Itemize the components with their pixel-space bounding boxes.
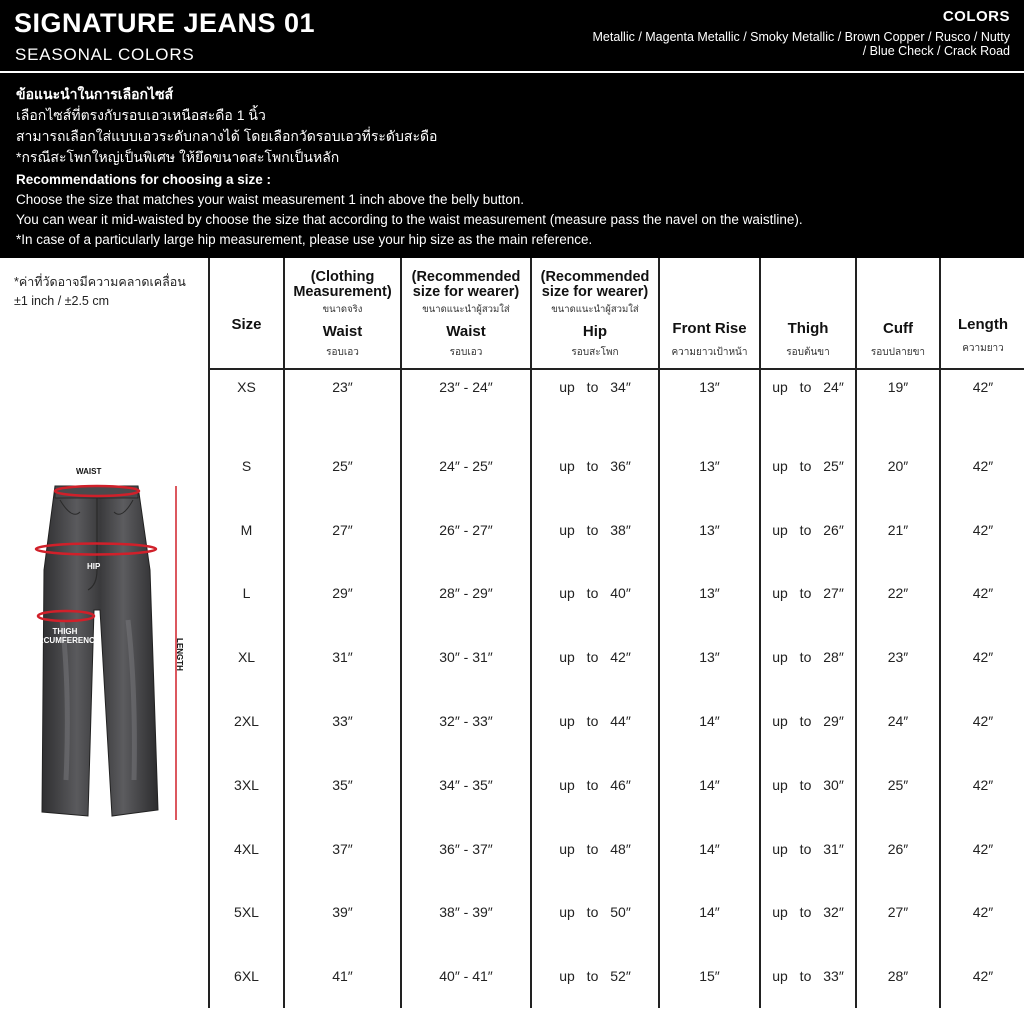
size-chart-table (208, 258, 1024, 1006)
table-row (209, 369, 1024, 434)
cell-cuff: 28″ (856, 944, 940, 1008)
reco-en-line1: Choose the size that matches your waist measurement 1 inch above the belly button. (16, 192, 525, 207)
table-header-row (209, 258, 1024, 369)
cell-rec-waist: 30″ - 31″ (401, 625, 531, 689)
cell-cuff: 27″ (856, 881, 940, 945)
reco-thai-line1: เลือกไซส์ที่ตรงกับรอบเอวเหนือสะดือ 1 นิ้ว (16, 107, 266, 123)
cell-cuff: 25″ (856, 753, 940, 817)
cell-waist: 39″ (284, 881, 401, 945)
cell-length: 42″ (940, 944, 1024, 1008)
tolerance-note-thai: *ค่าที่วัดอาจมีความคลาดเคลื่อน (14, 275, 186, 289)
cell-size: XS (209, 369, 284, 434)
jeans-shape (42, 486, 158, 816)
cell-front-rise: 13″ (659, 625, 760, 689)
hip-label: HIP (87, 562, 101, 571)
reco-en-line3: *In case of a particularly large hip measurement, please use your hip size as the main reference. (16, 232, 593, 247)
cell-waist: 31″ (284, 625, 401, 689)
cell-cuff: 22″ (856, 562, 940, 626)
table-row (209, 625, 1024, 689)
cell-size: 3XL (209, 753, 284, 817)
cell-cuff: 23″ (856, 625, 940, 689)
cell-hip: up to 52″ (531, 944, 659, 1008)
cell-cuff: 24″ (856, 689, 940, 753)
cell-cuff: 21″ (856, 498, 940, 562)
reco-thai-line2: สามารถเลือกใส่แบบเอวระดับกลางได้ โดยเลือกวัดรอบเอวที่ระดับสะดือ (16, 128, 438, 144)
cell-front-rise: 13″ (659, 562, 760, 626)
table-row (209, 498, 1024, 562)
cell-waist: 25″ (284, 434, 401, 498)
cell-rec-waist: 24″ - 25″ (401, 434, 531, 498)
product-subtitle: SEASONAL COLORS (15, 45, 195, 64)
header-waist-recommended: (Recommended size for wearer) ขนาดแนะนำผู้สวมใส่ Waist รอบเอว (401, 258, 531, 369)
header-front-rise: Front Rise ความยาวเป้าหน้า (659, 258, 760, 369)
cell-hip: up to 50″ (531, 881, 659, 945)
header-thigh: Thigh รอบต้นขา (760, 258, 856, 369)
waist-label: WAIST (76, 467, 102, 476)
cell-waist: 27″ (284, 498, 401, 562)
cell-length: 42″ (940, 689, 1024, 753)
cell-thigh: up to 32″ (760, 881, 856, 945)
cell-waist: 23″ (284, 369, 401, 434)
cell-waist: 35″ (284, 753, 401, 817)
cell-thigh: up to 28″ (760, 625, 856, 689)
tolerance-note-units: ±1 inch / ±2.5 cm (14, 294, 110, 308)
cell-hip: up to 34″ (531, 369, 659, 434)
jeans-measurement-figure (0, 460, 205, 830)
cell-cuff: 19″ (856, 369, 940, 434)
cell-front-rise: 14″ (659, 753, 760, 817)
cell-thigh: up to 27″ (760, 562, 856, 626)
cell-size: M (209, 498, 284, 562)
cell-length: 42″ (940, 562, 1024, 626)
reco-thai-line3: *กรณีสะโพกใหญ่เป็นพิเศษ ให้ยึดขนาดสะโพกเป็นหลัก (16, 149, 340, 165)
cell-hip: up to 42″ (531, 625, 659, 689)
table-row (209, 434, 1024, 498)
cell-thigh: up to 29″ (760, 689, 856, 753)
cell-front-rise: 13″ (659, 369, 760, 434)
cell-thigh: up to 25″ (760, 434, 856, 498)
header-length: Length ความยาว (940, 258, 1024, 369)
colors-list-line1: Metallic / Magenta Metallic / Smoky Metallic / Brown Copper / Rusco / Nutty (592, 30, 1010, 44)
cell-length: 42″ (940, 753, 1024, 817)
cell-thigh: up to 26″ (760, 498, 856, 562)
cell-size: 5XL (209, 881, 284, 945)
cell-size: 6XL (209, 944, 284, 1008)
cell-hip: up to 48″ (531, 817, 659, 881)
cell-hip: up to 46″ (531, 753, 659, 817)
table-row (209, 562, 1024, 626)
size-table (208, 258, 1024, 1008)
header-divider (0, 71, 1024, 73)
header-waist-clothing: (Clothing Measurement) ขนาดจริง Waist รอบเอว (284, 258, 401, 369)
cell-rec-waist: 34″ - 35″ (401, 753, 531, 817)
cell-rec-waist: 26″ - 27″ (401, 498, 531, 562)
cell-length: 42″ (940, 434, 1024, 498)
cell-cuff: 20″ (856, 434, 940, 498)
cell-waist: 29″ (284, 562, 401, 626)
cell-size: 2XL (209, 689, 284, 753)
header-cuff: Cuff รอบปลายขา (856, 258, 940, 369)
colors-heading: COLORS (942, 8, 1010, 25)
table-row (209, 689, 1024, 753)
colors-list-line2: / Blue Check / Crack Road (862, 44, 1010, 58)
reco-thai-heading: ข้อแนะนำในการเลือกไซส์ (16, 86, 174, 102)
cell-thigh: up to 33″ (760, 944, 856, 1008)
product-title: SIGNATURE JEANS 01 (14, 8, 316, 38)
cell-rec-waist: 28″ - 29″ (401, 562, 531, 626)
cell-thigh: up to 31″ (760, 817, 856, 881)
cell-thigh: up to 30″ (760, 753, 856, 817)
cell-length: 42″ (940, 625, 1024, 689)
tolerance-note (14, 273, 186, 311)
cell-cuff: 26″ (856, 817, 940, 881)
cell-rec-waist: 32″ - 33″ (401, 689, 531, 753)
cell-front-rise: 14″ (659, 881, 760, 945)
cell-size: 4XL (209, 817, 284, 881)
cell-hip: up to 44″ (531, 689, 659, 753)
cell-waist: 33″ (284, 689, 401, 753)
cell-front-rise: 14″ (659, 689, 760, 753)
table-row (209, 753, 1024, 817)
cell-front-rise: 13″ (659, 498, 760, 562)
reco-en-line2: You can wear it mid-waisted by choose the size that according to the waist measurement (measure pass the navel on the waistline). (16, 212, 803, 227)
cell-hip: up to 38″ (531, 498, 659, 562)
table-row (209, 881, 1024, 945)
cell-front-rise: 13″ (659, 434, 760, 498)
length-label: LENGTH (174, 638, 184, 671)
cell-front-rise: 14″ (659, 817, 760, 881)
cell-rec-waist: 23″ - 24″ (401, 369, 531, 434)
cell-hip: up to 40″ (531, 562, 659, 626)
cell-length: 42″ (940, 881, 1024, 945)
cell-front-rise: 15″ (659, 944, 760, 1008)
cell-size: S (209, 434, 284, 498)
cell-length: 42″ (940, 817, 1024, 881)
table-row (209, 817, 1024, 881)
cell-waist: 37″ (284, 817, 401, 881)
cell-rec-waist: 36″ - 37″ (401, 817, 531, 881)
cell-hip: up to 36″ (531, 434, 659, 498)
cell-length: 42″ (940, 369, 1024, 434)
reco-en-heading: Recommendations for choosing a size : (16, 172, 272, 187)
cell-size: L (209, 562, 284, 626)
cell-thigh: up to 24″ (760, 369, 856, 434)
cell-size: XL (209, 625, 284, 689)
header-size: Size (209, 258, 284, 369)
cell-rec-waist: 40″ - 41″ (401, 944, 531, 1008)
cell-length: 42″ (940, 498, 1024, 562)
cell-waist: 41″ (284, 944, 401, 1008)
header-banner (0, 0, 1024, 258)
table-row (209, 944, 1024, 1008)
thigh-label: THIGH CIRCUMFERENCE (29, 627, 101, 645)
cell-rec-waist: 38″ - 39″ (401, 881, 531, 945)
header-hip: (Recommended size for wearer) ขนาดแนะนำผู้สวมใส่ Hip รอบสะโพก (531, 258, 659, 369)
